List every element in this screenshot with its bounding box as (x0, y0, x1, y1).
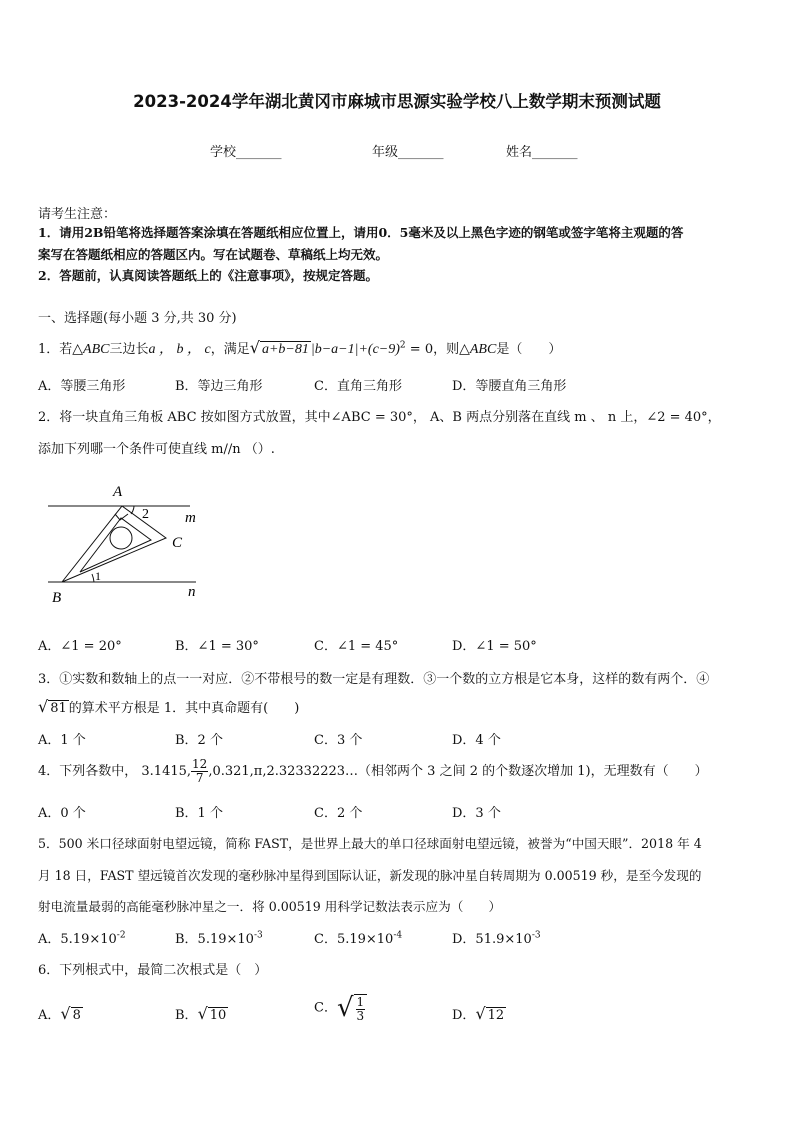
q2-line-2: 添加下列哪一个条件可使直线 m//n （）. (38, 442, 275, 457)
q1-abs: b−a−1 (314, 342, 355, 357)
q5-option-c-exp: -4 (393, 930, 403, 941)
q5-line-2: 月 18 日，FAST 望远镜首次发现的毫秒脉冲星得到国际认证，新发现的脉冲星自转周期为 0.00519 秒，是至今发现的 (38, 868, 702, 883)
q1-triangle: △ABC (72, 342, 110, 357)
q1-option-c[interactable]: C．直角三角形 (314, 379, 402, 394)
label-m: m (185, 510, 196, 526)
sqrt-icon: √ (249, 338, 260, 357)
label-angle-2: 2 (142, 507, 149, 522)
q5-option-b[interactable] (175, 928, 263, 947)
q5-option-d-label: D．51.9×10 (452, 932, 532, 947)
question-1: 1．若△ABC三边长a ， b ， c，满足√ a+b−81 $|b-a-1|+(c-9)^2 = 0$，则△ABC是（ ） (38, 338, 562, 357)
q2-line-1: 2．将一块直角三角板 ABC 按如图方式放置，其中∠ABC = 30°， A、B 两点分别落在直线 m 、 n 上，∠2 = 40°， (38, 410, 721, 425)
q2-option-a[interactable]: A．∠1 = 20° (38, 639, 122, 654)
q1-option-d[interactable]: D．等腰直角三角形 (452, 379, 567, 394)
q4-frac-den: 7 (195, 771, 204, 785)
q1-radicand: a+b−81 (261, 342, 309, 357)
notice-line-2: 案写在答题纸相应的答题区内。写在试题卷、草稿纸上均无效。 (38, 247, 389, 262)
q5-option-a-label: A．5.19×10 (38, 932, 117, 947)
q3-radicand: 81 (50, 701, 67, 716)
page-title: 2023-2024学年湖北黄冈市麻城市思源实验学校八上数学期末预测试题 (133, 92, 661, 111)
q5-line-1: 5．500 米口径球面射电望远镜，简称 FAST，是世界上最大的单口径球面射电望远镜，被誉为“中国天眼”．2018 年 4 (38, 836, 702, 851)
q5-option-a[interactable] (38, 928, 126, 947)
q4-option-a[interactable]: A．0 个 (38, 806, 86, 821)
q2-option-d[interactable]: D．∠1 = 50° (452, 639, 537, 654)
grade-label: 年级 (372, 145, 399, 160)
q1-vars: a ， b ， c (148, 342, 211, 357)
q4-option-b[interactable]: B．1 个 (175, 806, 223, 821)
q1-text4: 是（ ） (496, 342, 562, 357)
q3-option-b[interactable]: B．2 个 (175, 733, 223, 748)
q3-option-c[interactable]: C．3 个 (314, 733, 363, 748)
q6-option-c[interactable] (314, 993, 367, 1023)
q1-exp: 2 (399, 340, 406, 351)
q1-text3: = 0，则 (405, 342, 460, 357)
label-n: n (188, 584, 196, 600)
notice-line-1: 1．请用2B铅笔将选择题答案涂填在答题纸相应位置上，请用0．5毫米及以上黑色字迹的钢笔或签字笔将主观题的答 (38, 225, 684, 240)
q6-option-b-radicand: 10 (209, 1008, 227, 1023)
q1-prefix: 1．若 (38, 342, 73, 357)
q6-option-c-num: 1 (356, 994, 365, 1009)
name-blank[interactable]: _______ (532, 145, 578, 160)
triangle-outer (62, 506, 166, 582)
q6-text: 6．下列根式中，最简二次根式是（ ） (38, 963, 268, 978)
label-angle-1: 1 (95, 569, 101, 583)
sqrt-icon: √ (475, 1004, 486, 1023)
q4-rest: ,0.321,π,2.32332223…（相邻两个 3 之间 2 的个数逐次增加 1)，无理数有（ ） (208, 764, 708, 779)
q6-option-c-den: 3 (356, 1008, 365, 1023)
q4-fraction (191, 758, 208, 785)
q6-option-a[interactable] (38, 1004, 83, 1023)
label-b: B (52, 590, 62, 606)
q2-option-c[interactable]: C．∠1 = 45° (314, 639, 399, 654)
q5-line-3: 射电流量最弱的高能毫秒脉冲星之一．将 0.00519 用科学记数法表示应为（ ） (38, 899, 502, 914)
q6-option-c-label: C． (314, 1000, 337, 1016)
sqrt-icon: √ (60, 1004, 71, 1023)
sqrt-icon: √ (336, 993, 354, 1023)
label-c: C (172, 535, 183, 551)
q5-option-c-label: C．5.19×10 (314, 932, 394, 947)
q3-option-a[interactable]: A．1 个 (38, 733, 86, 748)
q1-option-a[interactable]: A．等腰三角形 (38, 379, 126, 394)
label-a: A (113, 484, 123, 500)
q6-option-d-label: D． (452, 1008, 476, 1023)
notice-line-3: 2．答题前，认真阅读答题纸上的《注意事项》，按规定答题。 (38, 268, 378, 283)
q3-line-1: 3．①实数和数轴上的点一一对应．②不带根号的数一定是有理数．③一个数的立方根是它本身，这样的数有两个．④ (38, 672, 710, 687)
q1-square: +(c−9) (358, 342, 400, 357)
q3-line-2-wrap (38, 697, 299, 716)
q6-option-a-radicand: 8 (72, 1008, 81, 1023)
section-heading: 一、选择题(每小题 3 分,共 30 分) (38, 311, 237, 326)
sqrt-icon: √ (38, 697, 49, 716)
q4-prefix: 4．下列各数中， 3.1415, (38, 764, 192, 779)
question-4 (38, 758, 708, 785)
q3-option-d[interactable]: D．4 个 (452, 733, 501, 748)
q1-text1: 三边长 (109, 342, 149, 357)
q2-figure (38, 478, 218, 608)
school-label: 学校 (210, 145, 237, 160)
q5-option-b-label: B．5.19×10 (175, 932, 254, 947)
q6-option-b-label: B． (175, 1008, 198, 1023)
q5-option-c[interactable] (314, 928, 402, 947)
q5-option-a-exp: -2 (116, 930, 126, 941)
q2-option-b[interactable]: B．∠1 = 30° (175, 639, 259, 654)
notice-heading: 请考生注意： (38, 207, 117, 222)
q4-frac-num: 12 (192, 757, 208, 771)
grade-field (372, 141, 444, 160)
q4-option-d[interactable]: D．3 个 (452, 806, 501, 821)
q1-text2: ，满足 (210, 342, 250, 357)
q6-option-c-fraction (354, 994, 368, 1023)
q4-option-c[interactable]: C．2 个 (314, 806, 363, 821)
school-blank[interactable]: _______ (236, 145, 282, 160)
q6-option-b[interactable] (175, 1004, 228, 1023)
q1-triangle-2: △ABC (459, 342, 497, 357)
grade-blank[interactable]: _______ (398, 145, 444, 160)
sqrt-icon: √ (197, 1004, 208, 1023)
q1-option-b[interactable]: B．等边三角形 (175, 379, 263, 394)
angle-2-arc (131, 506, 134, 514)
q6-option-a-label: A． (38, 1008, 61, 1023)
school-field (210, 141, 282, 160)
q3-line-2: 的算术平方根是 1．其中真命题有( ) (68, 701, 300, 716)
name-field (506, 141, 578, 160)
angle-1-arc (92, 574, 94, 582)
name-label: 姓名 (506, 145, 533, 160)
q5-option-b-exp: -3 (253, 930, 263, 941)
q5-option-d-exp: -3 (531, 930, 541, 941)
q6-option-d[interactable] (452, 1004, 506, 1023)
triangle-hole (110, 527, 132, 549)
q5-option-d[interactable] (452, 928, 541, 947)
q6-option-d-radicand: 12 (487, 1008, 505, 1023)
right-angle-mark (115, 514, 128, 520)
